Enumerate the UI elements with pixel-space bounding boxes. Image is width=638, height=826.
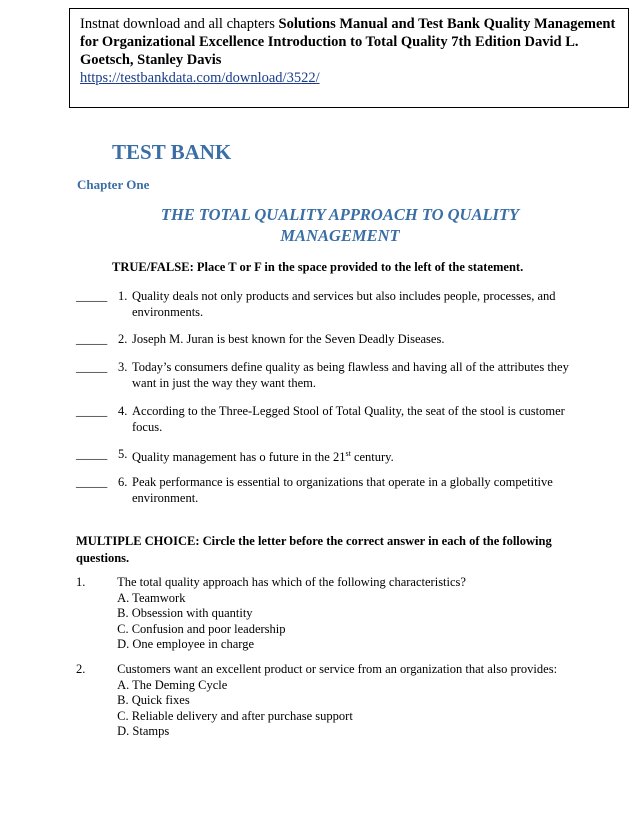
banner-prefix: Instnat download and all chapters [80, 16, 279, 32]
banner-book-title: Solutions Manual and Test Bank Quality Management for Organizational Excellence Introduction to Total Quality 7th Edition David L. Goetsch, Stanley Davis [80, 16, 616, 68]
question-number: 4. [118, 404, 128, 418]
true-false-heading: TRUE/FALSE: Place T or F in the space provided to the left of the statement. [112, 260, 524, 274]
question-number: 3. [118, 360, 128, 374]
question-number: 6. [118, 475, 128, 489]
tf-question [76, 446, 582, 465]
answer-blank: _____ [76, 289, 108, 303]
question-text: Quality management has o future in the 21st century. [132, 449, 394, 465]
question-text: Peak performance is essential to organizations that operate in a globally competitive environment. [132, 475, 553, 505]
answer-blank: _____ [76, 360, 108, 374]
answer-option: A. Teamwork [117, 590, 186, 605]
question-text: Today’s consumers define quality as being flawless and having all of the attributes they want in just the way they want them. [132, 360, 569, 390]
question-number: 1. [76, 575, 86, 589]
question-number: 2. [76, 662, 86, 676]
question-text: Joseph M. Juran is best known for the Seven Deadly Diseases. [132, 332, 445, 346]
question-number: 1. [118, 289, 128, 303]
tf-question [76, 474, 582, 506]
answer-option: A. The Deming Cycle [117, 677, 228, 692]
answer-option: B. Quick fixes [117, 693, 190, 707]
answer-blank: _____ [76, 475, 108, 489]
question-text: The total quality approach has which of the following characteristics? [117, 575, 466, 589]
answer-option: D. One employee in charge [117, 637, 254, 651]
answer-option: C. Reliable delivery and after purchase support [117, 708, 353, 723]
question-number: 5. [118, 447, 128, 461]
question-number: 2. [118, 332, 128, 346]
answer-option: B. Obsession with quantity [117, 606, 253, 620]
tf-question [76, 359, 582, 391]
multiple-choice-heading: MULTIPLE CHOICE: Circle the letter before the correct answer in each of the following questions. [76, 534, 552, 565]
mc-question [76, 575, 587, 653]
chapter-title: THE TOTAL QUALITY APPROACH TO QUALITY MANAGEMENT [160, 205, 520, 245]
answer-blank: _____ [76, 447, 108, 461]
chapter-label: Chapter One [77, 177, 150, 192]
test-bank-heading: TEST BANK [112, 140, 232, 164]
question-text: Quality deals not only products and services but also includes people, processes, and environments. [132, 289, 556, 319]
tf-question [76, 403, 582, 435]
answer-blank: _____ [76, 332, 108, 346]
question-text: Customers want an excellent product or service from an organization that also provides: [117, 662, 558, 676]
answer-blank: _____ [76, 404, 108, 418]
tf-question [76, 331, 582, 347]
download-banner [69, 8, 629, 108]
answer-option: D. Stamps [117, 724, 170, 738]
answer-option: C. Confusion and poor leadership [117, 621, 286, 636]
question-text: According to the Three-Legged Stool of Total Quality, the seat of the stool is customer focus. [132, 404, 565, 434]
mc-question [76, 662, 587, 740]
tf-question [76, 288, 582, 320]
download-link[interactable]: https://testbankdata.com/download/3522/ [80, 70, 320, 86]
